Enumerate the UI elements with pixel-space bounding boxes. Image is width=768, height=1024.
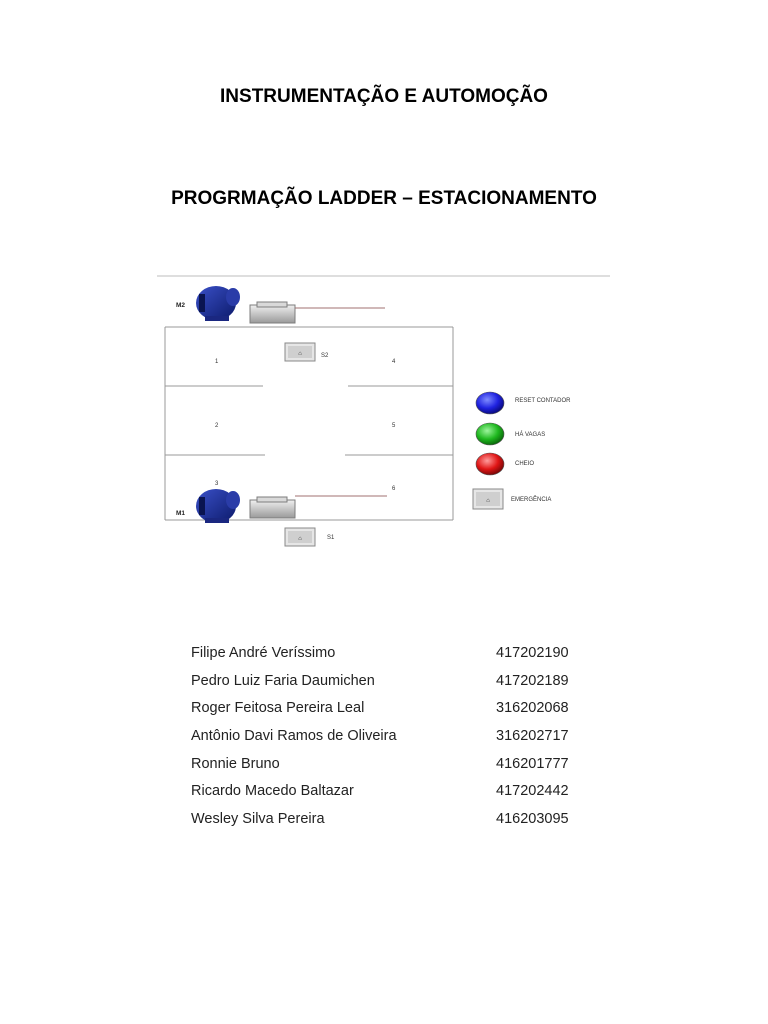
motor-m1-label: M1	[176, 510, 186, 517]
spot-number: 2	[215, 423, 219, 429]
legend-label: HÁ VAGAS	[515, 432, 546, 438]
green-button-icon	[476, 423, 504, 445]
spot-number: 5	[392, 423, 396, 429]
legend-reset-counter	[476, 392, 571, 414]
spot-number: 6	[392, 486, 396, 492]
member-id: 417202442	[496, 783, 569, 800]
sensor-s2-label: S2	[321, 353, 329, 359]
document-subtitle: PROGRMAÇÃO LADDER – ESTACIONAMENTO	[171, 188, 597, 209]
legend-label: RESET CONTADOR	[515, 398, 571, 404]
member-name: Filipe André Veríssimo	[191, 645, 336, 661]
legend-label: CHEIO	[515, 461, 535, 467]
member-id: 316202068	[496, 700, 569, 717]
member-id: 416203095	[496, 811, 569, 828]
member-list	[191, 645, 591, 839]
list-item	[191, 645, 591, 673]
list-item	[191, 673, 591, 701]
member-name: Antônio Davi Ramos de Oliveira	[191, 728, 397, 745]
member-name: Pedro Luiz Faria Daumichen	[191, 672, 375, 689]
list-item	[191, 811, 591, 839]
sensor-s1-label: S1	[327, 535, 335, 541]
document-title: INSTRUMENTAÇÃO E AUTOMOÇÃO	[220, 86, 548, 107]
push-button-icon	[473, 489, 503, 509]
member-name: Roger Feitosa Pereira Leal	[191, 700, 365, 717]
gate-bottom	[250, 496, 387, 518]
svg-text:⌂: ⌂	[486, 498, 490, 504]
member-id: 417202189	[496, 672, 569, 689]
svg-text:⌂: ⌂	[298, 536, 302, 542]
list-item	[191, 756, 591, 784]
member-name: Ricardo Macedo Baltazar	[191, 783, 354, 800]
member-name: Ronnie Bruno	[191, 755, 280, 772]
legend-available	[476, 423, 545, 445]
parking-diagram	[155, 270, 615, 560]
motor-m2-label: M2	[176, 302, 186, 309]
spot-number: 3	[215, 481, 219, 487]
member-id: 417202190	[496, 645, 569, 661]
legend-full	[476, 453, 534, 475]
spot-number: 1	[215, 359, 219, 365]
member-name: Wesley Silva Pereira	[191, 811, 325, 828]
spot-number: 4	[392, 359, 396, 365]
member-id: 316202717	[496, 728, 569, 745]
svg-text:⌂: ⌂	[298, 351, 302, 357]
legend-emergency	[473, 489, 551, 509]
red-button-icon	[476, 453, 504, 475]
sensor-s2-icon	[285, 343, 315, 361]
blue-button-icon	[476, 392, 504, 414]
list-item	[191, 728, 591, 756]
list-item	[191, 700, 591, 728]
motor-m1-icon	[196, 489, 240, 523]
legend-label: EMERGÊNCIA	[511, 497, 552, 503]
gate-top	[250, 302, 385, 323]
motor-m2-icon	[196, 286, 240, 321]
sensor-s1-icon	[285, 528, 315, 546]
member-id: 416201777	[496, 755, 569, 772]
list-item	[191, 783, 591, 811]
